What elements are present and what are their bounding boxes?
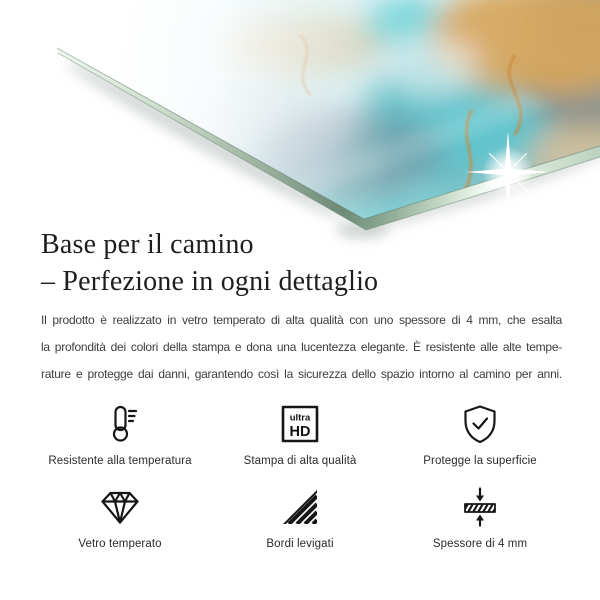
feature-label: Resistente alla temperatura xyxy=(48,455,192,467)
description-line: Il prodotto è realizzato in vetro temperato di alta qualità con uno spessore di 4 mm, che esalta xyxy=(41,313,562,327)
product-image xyxy=(0,0,600,262)
feature-item-polished-edges xyxy=(210,484,390,550)
feature-item-tempered-glass xyxy=(30,484,210,550)
page-title xyxy=(41,226,378,300)
feature-label: Protegge la superficie xyxy=(423,455,537,467)
feature-label: Bordi levigati xyxy=(266,538,334,550)
feature-item-thickness xyxy=(390,484,570,550)
diamond-icon xyxy=(98,484,142,530)
feature-item-surface-protection xyxy=(390,401,570,467)
svg-text:ultra: ultra xyxy=(289,412,311,424)
page-title-line2: – Perfezione in ogni dettaglio xyxy=(41,266,379,297)
svg-text:HD: HD xyxy=(289,424,311,440)
glass-panel-illustration xyxy=(0,0,600,262)
features-grid xyxy=(30,401,570,550)
polished-edges-icon xyxy=(278,484,322,530)
description-line: la profondità dei colori della stampa e dona una lucentezza elegante. È resistente alle alte tempe- xyxy=(41,340,562,354)
shield-check-icon xyxy=(458,401,502,447)
feature-item-temperature xyxy=(30,401,210,467)
feature-label: Stampa di alta qualità xyxy=(243,455,357,467)
ultra-hd-icon xyxy=(278,401,322,447)
page-title-line1: Base per il camino xyxy=(41,229,254,260)
marble-artwork xyxy=(0,0,600,262)
thermometer-icon xyxy=(98,401,142,447)
product-description xyxy=(41,307,562,388)
feature-label: Vetro temperato xyxy=(78,538,162,550)
thickness-press-icon xyxy=(458,484,502,530)
feature-label: Spessore di 4 mm xyxy=(432,538,528,550)
feature-item-print-quality xyxy=(210,401,390,467)
description-line: rature e protegge dai danni, garantendo così la sicurezza dello spazio intorno al camino per anni. xyxy=(41,367,562,381)
